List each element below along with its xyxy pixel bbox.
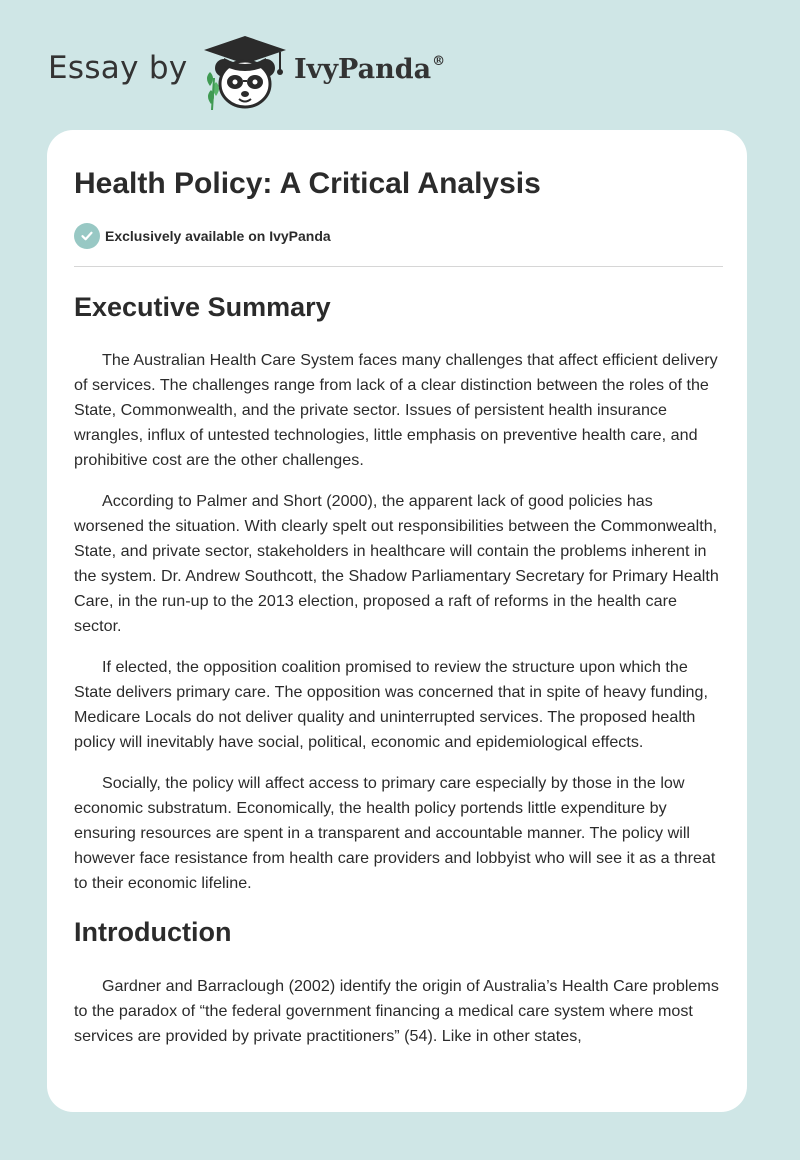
- exclusive-badge: [74, 221, 724, 251]
- registered-mark: ®: [432, 54, 446, 69]
- title-divider: [74, 266, 723, 267]
- section-introduction: [74, 974, 724, 1049]
- paragraph: Socially, the policy will affect access to primary care especially by those in the low economic substratum. Economically, the health policy portends little expenditure by ensuring resources are spent in a transparent and accountable manner. The policy will however face resistance from health care providers and lobbyist who will see it as a threat to their economic lifeline.: [74, 774, 716, 892]
- essay-card: [47, 130, 747, 1112]
- exclusive-badge-text: Exclusively available on IvyPanda: [105, 228, 331, 244]
- paragraph: If elected, the opposition coalition promised to review the structure upon which the State delivers primary care. The opposition was concerned that in spite of heavy funding, Medicare Locals do not deliver quality and uninterrupted services. The proposed health policy will inevitably have social, political, economic and epidemiological effects.: [74, 658, 708, 751]
- site-header: [48, 30, 498, 110]
- essay-content: [74, 162, 724, 1065]
- essay-by-label: Essay by: [48, 50, 188, 86]
- section-executive-summary: [74, 348, 724, 896]
- brand-name[interactable]: IvyPanda®: [294, 54, 446, 85]
- paragraph: According to Palmer and Short (2000), the apparent lack of good policies has worsened the situation. With clearly spelt out responsibilities between the Commonwealth, State, and private sector, stakeholders in healthcare will contain the problems inherent in the system. Dr. Andrew Southcott, the Shadow Parliamentary Secretary for Primary Health Care, in the run-up to the 2013 election, proposed a raft of reforms in the health care sector.: [74, 492, 719, 635]
- section-heading-introduction: Introduction: [74, 917, 232, 947]
- panda-graduate-logo-icon[interactable]: [202, 34, 288, 112]
- check-circle-icon: [74, 223, 100, 249]
- paragraph: The Australian Health Care System faces many challenges that affect efficient delivery of services. The challenges range from lack of a clear distinction between the roles of the State, Commonwealth, and the private sector. Issues of persistent health insurance wrangles, influx of untested technologies, little emphasis on preventive health care, and prohibitive cost are the other challenges.: [74, 351, 718, 469]
- paragraph: Gardner and Barraclough (2002) identify the origin of Australia’s Health Care problems to the paradox of “the federal government financing a medical care system where most services are provided by private practitioners” (54). Like in other states,: [74, 977, 719, 1045]
- section-heading-executive-summary: Executive Summary: [74, 292, 331, 322]
- essay-title: Health Policy: A Critical Analysis: [74, 167, 541, 200]
